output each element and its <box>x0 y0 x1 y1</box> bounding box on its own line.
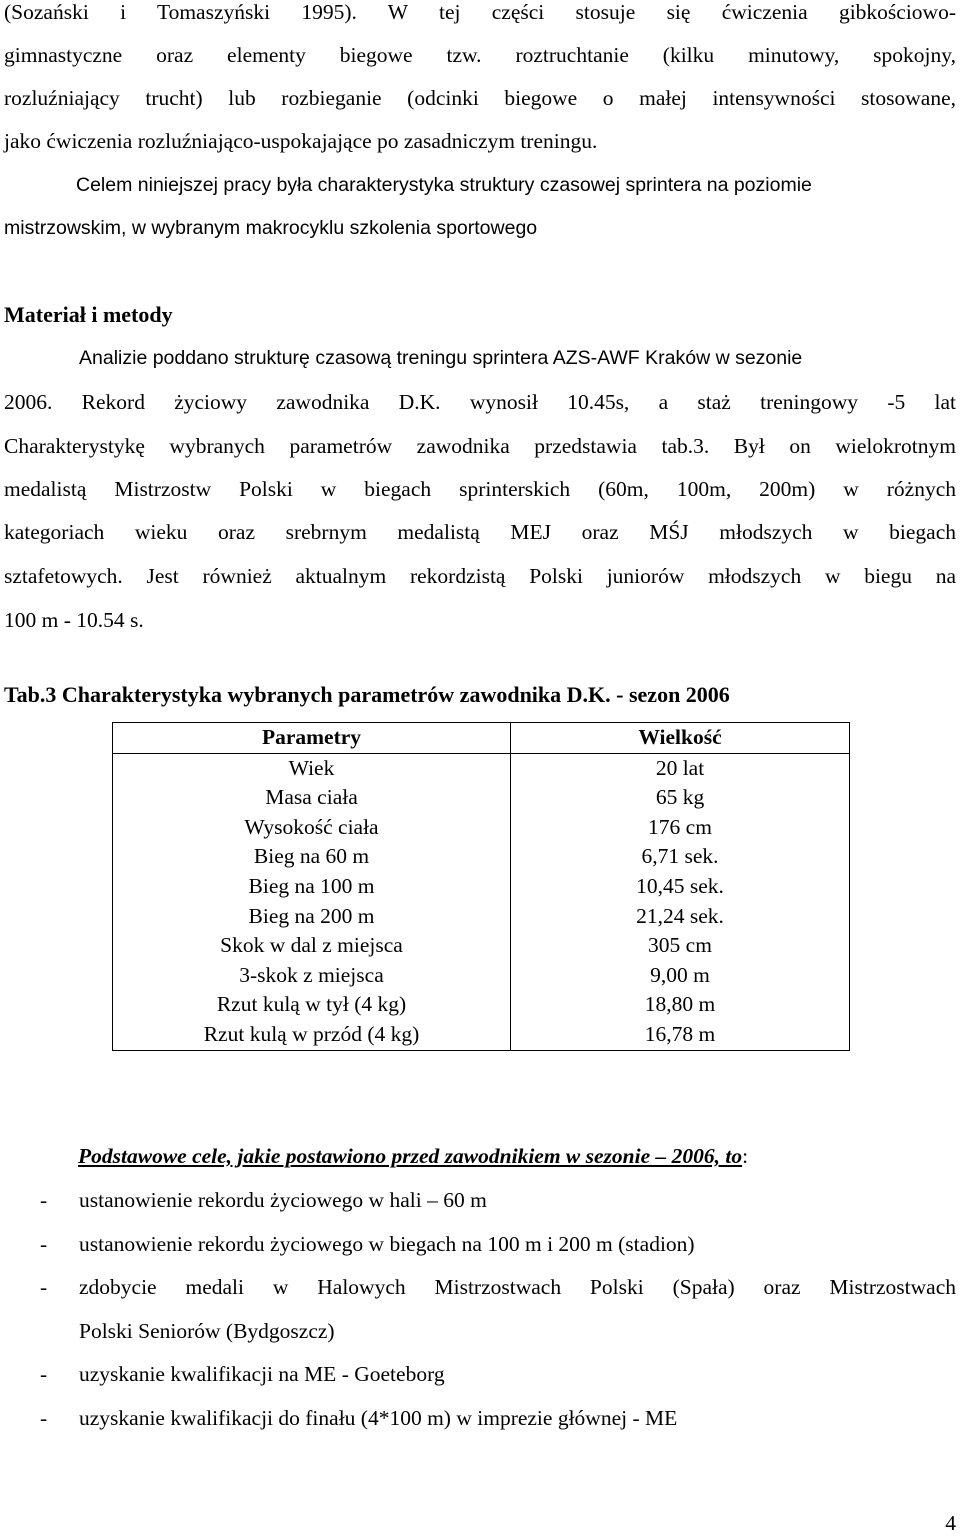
table-row <box>113 990 850 1020</box>
table-row <box>113 1020 850 1050</box>
table-header-row <box>113 723 850 754</box>
table-cell: 65 kg <box>511 783 850 813</box>
aim-line: mistrzowskim, w wybranym makrocyklu szkolenia sportowego <box>4 217 538 239</box>
goals-heading-text: Podstawowe cele, jakie postawiono przed zawodnikiem w sezonie – 2006, to <box>78 1144 743 1168</box>
list-item-text: Polski Seniorów (Bydgoszcz) <box>79 1319 335 1343</box>
table-cell: 18,80 m <box>511 990 850 1020</box>
table-row <box>113 753 850 783</box>
page-number: 4 <box>945 1511 956 1535</box>
methods-line: Charakterystykę wybranych parametrów zawodnika przedstawia tab.3. Był on wielokrotnym <box>4 434 956 458</box>
table-cell: 6,71 sek. <box>511 842 850 872</box>
table-header-cell: Parametry <box>113 723 511 754</box>
methods-line: medalistą Mistrzostw Polski w biegach sprinterskich (60m, 100m, 200m) w różnych <box>4 477 956 501</box>
table-cell: Rzut kulą w tył (4 kg) <box>113 990 511 1020</box>
table-caption: Tab.3 Charakterystyka wybranych parametrów zawodnika D.K. - sezon 2006 <box>4 682 730 707</box>
list-dash: - <box>40 1275 48 1299</box>
table-cell: 16,78 m <box>511 1020 850 1050</box>
list-item-text: ustanowienie rekordu życiowego w biegach na 100 m i 200 m (stadion) <box>79 1232 695 1256</box>
table-row <box>113 813 850 843</box>
aim-line: Celem niniejszej pracy była charakterystyka struktury czasowej sprintera na poziomie <box>76 174 812 196</box>
list-dash: - <box>40 1362 48 1386</box>
table-cell: 9,00 m <box>511 961 850 991</box>
table-row <box>113 872 850 902</box>
methods-line: kategoriach wieku oraz srebrnym medalistą MEJ oraz MŚJ młodszych w biegach <box>4 520 956 544</box>
table-row <box>113 842 850 872</box>
table-row <box>113 931 850 961</box>
goals-heading <box>78 1141 748 1171</box>
table-cell: 20 lat <box>511 753 850 783</box>
table-cell: Masa ciała <box>113 783 511 813</box>
methods-line: Analizie poddano strukturę czasową treningu sprintera AZS-AWF Kraków w sezonie <box>79 347 803 369</box>
table-row <box>113 961 850 991</box>
table-cell: 305 cm <box>511 931 850 961</box>
intro-line: gimnastyczne oraz elementy biegowe tzw. roztruchtanie (kilku minutowy, spokojny, <box>4 43 956 67</box>
intro-line: rozluźniający trucht) lub rozbieganie (odcinki biegowe o małej intensywności stosowane, <box>4 86 956 110</box>
list-dash: - <box>40 1188 48 1212</box>
intro-line: (Sozański i Tomaszyński 1995). W tej części stosuje się ćwiczenia gibkościowo- <box>4 0 956 24</box>
list-item-text: uzyskanie kwalifikacji do finału (4*100 m) w imprezie głównej - ME <box>79 1406 678 1430</box>
goals-heading-colon: : <box>742 1144 749 1168</box>
table-row <box>113 902 850 932</box>
list-dash: - <box>40 1406 48 1430</box>
list-item-text: ustanowienie rekordu życiowego w hali – 60 m <box>79 1188 487 1212</box>
methods-line: 100 m - 10.54 s. <box>4 608 144 632</box>
table-cell: Skok w dal z miejsca <box>113 931 511 961</box>
table-cell: Rzut kulą w przód (4 kg) <box>113 1020 511 1050</box>
table-cell: 176 cm <box>511 813 850 843</box>
table-cell: Bieg na 60 m <box>113 842 511 872</box>
table-cell: 21,24 sek. <box>511 902 850 932</box>
table-cell: Bieg na 200 m <box>113 902 511 932</box>
table-row <box>113 783 850 813</box>
list-item-text: uzyskanie kwalifikacji na ME - Goeteborg <box>79 1362 445 1386</box>
list-dash: - <box>40 1232 48 1256</box>
table-cell: Wiek <box>113 753 511 783</box>
table-cell: 3-skok z miejsca <box>113 961 511 991</box>
table-cell: Bieg na 100 m <box>113 872 511 902</box>
intro-line: jako ćwiczenia rozluźniająco-uspokajające po zasadniczym treningu. <box>4 129 598 153</box>
methods-line: 2006. Rekord życiowy zawodnika D.K. wynosił 10.45s, a staż treningowy -5 lat <box>4 390 956 414</box>
table-cell: 10,45 sek. <box>511 872 850 902</box>
table-cell: Wysokość ciała <box>113 813 511 843</box>
table-header-cell: Wielkość <box>511 723 850 754</box>
methods-line: sztafetowych. Jest również aktualnym rekordzistą Polski juniorów młodszych w biegu na <box>4 564 956 588</box>
parameters-table <box>112 722 850 1051</box>
list-item-text: zdobycie medali w Halowych Mistrzostwach Polski (Spała) oraz Mistrzostwach <box>79 1275 956 1299</box>
section-heading: Materiał i metody <box>4 302 173 327</box>
